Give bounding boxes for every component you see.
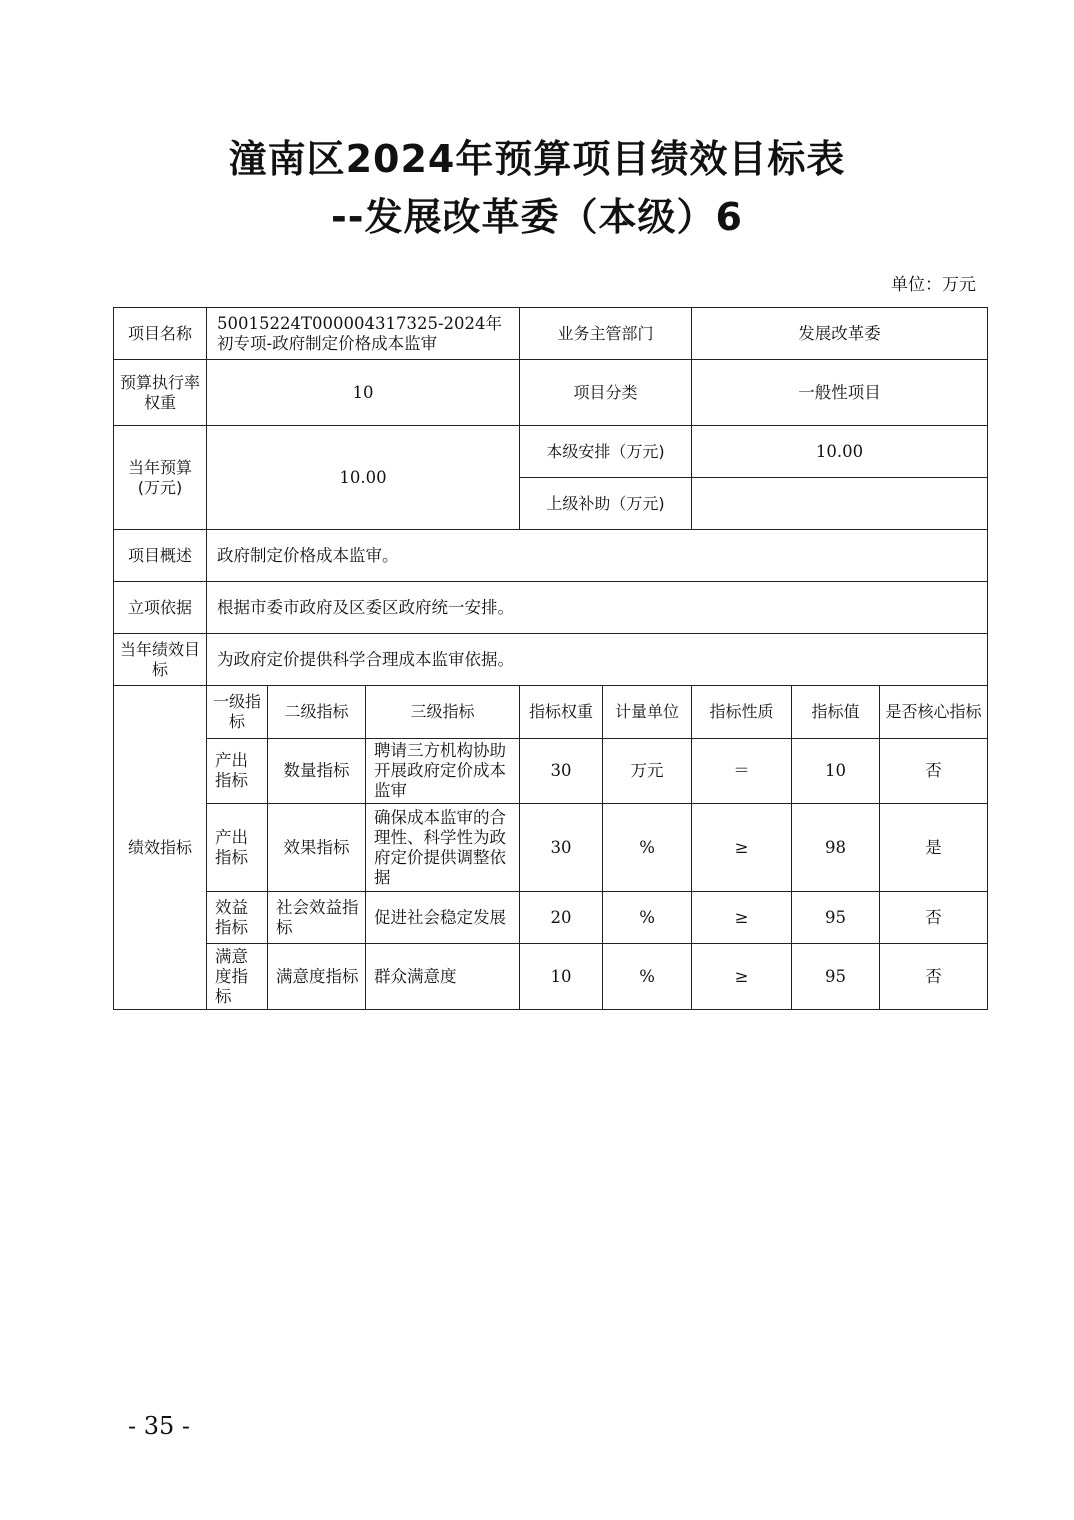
- table-row: [114, 944, 988, 1010]
- label-local: 本级安排（万元): [520, 426, 692, 478]
- unit-label: 单位：万元: [891, 275, 976, 295]
- label-goal: 当年绩效目标: [114, 634, 207, 686]
- header-l1: 一级指标: [207, 686, 268, 739]
- cell-value: 95: [792, 892, 880, 944]
- performance-table: [113, 307, 988, 1010]
- row-goal: [114, 634, 988, 686]
- cell-l3: 聘请三方机构协助开展政府定价成本监审: [366, 739, 520, 804]
- cell-l1: 效益指标: [207, 892, 268, 944]
- label-weight: 预算执行率权重: [114, 360, 207, 426]
- cell-value: 95: [792, 944, 880, 1010]
- label-overview: 项目概述: [114, 530, 207, 582]
- value-dept: 发展改革委: [692, 308, 988, 360]
- cell-unit: %: [603, 944, 692, 1010]
- table-row: [114, 739, 988, 804]
- label-category: 项目分类: [520, 360, 692, 426]
- value-project-name: 50015224T000004317325-2024年初专项-政府制定价格成本监审: [207, 308, 520, 360]
- cell-weight: 30: [520, 804, 603, 892]
- page-title: 潼南区2024年预算项目绩效目标表: [228, 137, 846, 181]
- cell-unit: %: [603, 804, 692, 892]
- row-project-name: [114, 308, 988, 360]
- value-local: 10.00: [692, 426, 988, 478]
- page-subtitle: --发展改革委（本级）6: [331, 195, 743, 239]
- cell-l2: 数量指标: [268, 739, 366, 804]
- cell-core: 否: [880, 944, 988, 1010]
- label-budget: 当年预算(万元): [114, 426, 207, 530]
- cell-l1: 产出指标: [207, 804, 268, 892]
- cell-l2: 社会效益指标: [268, 892, 366, 944]
- value-overview: 政府制定价格成本监审。: [207, 530, 988, 582]
- value-budget: 10.00: [207, 426, 520, 530]
- cell-nature: ≥: [692, 892, 792, 944]
- header-value: 指标值: [792, 686, 880, 739]
- perf-header-row: [114, 686, 988, 739]
- row-weight: [114, 360, 988, 426]
- row-basis: [114, 582, 988, 634]
- row-overview: [114, 530, 988, 582]
- label-dept: 业务主管部门: [520, 308, 692, 360]
- cell-nature: ≥: [692, 804, 792, 892]
- cell-weight: 10: [520, 944, 603, 1010]
- cell-l3: 群众满意度: [366, 944, 520, 1010]
- value-goal: 为政府定价提供科学合理成本监审依据。: [207, 634, 988, 686]
- value-category: 一般性项目: [692, 360, 988, 426]
- cell-value: 10: [792, 739, 880, 804]
- cell-l1: 产出指标: [207, 739, 268, 804]
- cell-core: 是: [880, 804, 988, 892]
- header-core: 是否核心指标: [880, 686, 988, 739]
- cell-l2: 效果指标: [268, 804, 366, 892]
- header-weight: 指标权重: [520, 686, 603, 739]
- header-nature: 指标性质: [692, 686, 792, 739]
- cell-core: 否: [880, 739, 988, 804]
- cell-core: 否: [880, 892, 988, 944]
- cell-unit: %: [603, 892, 692, 944]
- label-superior: 上级补助（万元): [520, 478, 692, 530]
- cell-l3: 促进社会稳定发展: [366, 892, 520, 944]
- label-project-name: 项目名称: [114, 308, 207, 360]
- cell-nature: ＝: [692, 739, 792, 804]
- cell-nature: ≥: [692, 944, 792, 1010]
- value-weight: 10: [207, 360, 520, 426]
- header-unit: 计量单位: [603, 686, 692, 739]
- cell-value: 98: [792, 804, 880, 892]
- cell-unit: 万元: [603, 739, 692, 804]
- value-superior: [692, 478, 988, 530]
- label-basis: 立项依据: [114, 582, 207, 634]
- cell-l3: 确保成本监审的合理性、科学性为政府定价提供调整依据: [366, 804, 520, 892]
- header-l2: 二级指标: [268, 686, 366, 739]
- cell-weight: 30: [520, 739, 603, 804]
- cell-l1: 满意度指标: [207, 944, 268, 1010]
- label-perf: 绩效指标: [114, 686, 207, 1010]
- table-row: [114, 804, 988, 892]
- table-row: [114, 892, 988, 944]
- page-number: - 35 -: [128, 1412, 191, 1440]
- cell-weight: 20: [520, 892, 603, 944]
- header-l3: 三级指标: [366, 686, 520, 739]
- cell-l2: 满意度指标: [268, 944, 366, 1010]
- row-budget: [114, 426, 988, 478]
- value-basis: 根据市委市政府及区委区政府统一安排。: [207, 582, 988, 634]
